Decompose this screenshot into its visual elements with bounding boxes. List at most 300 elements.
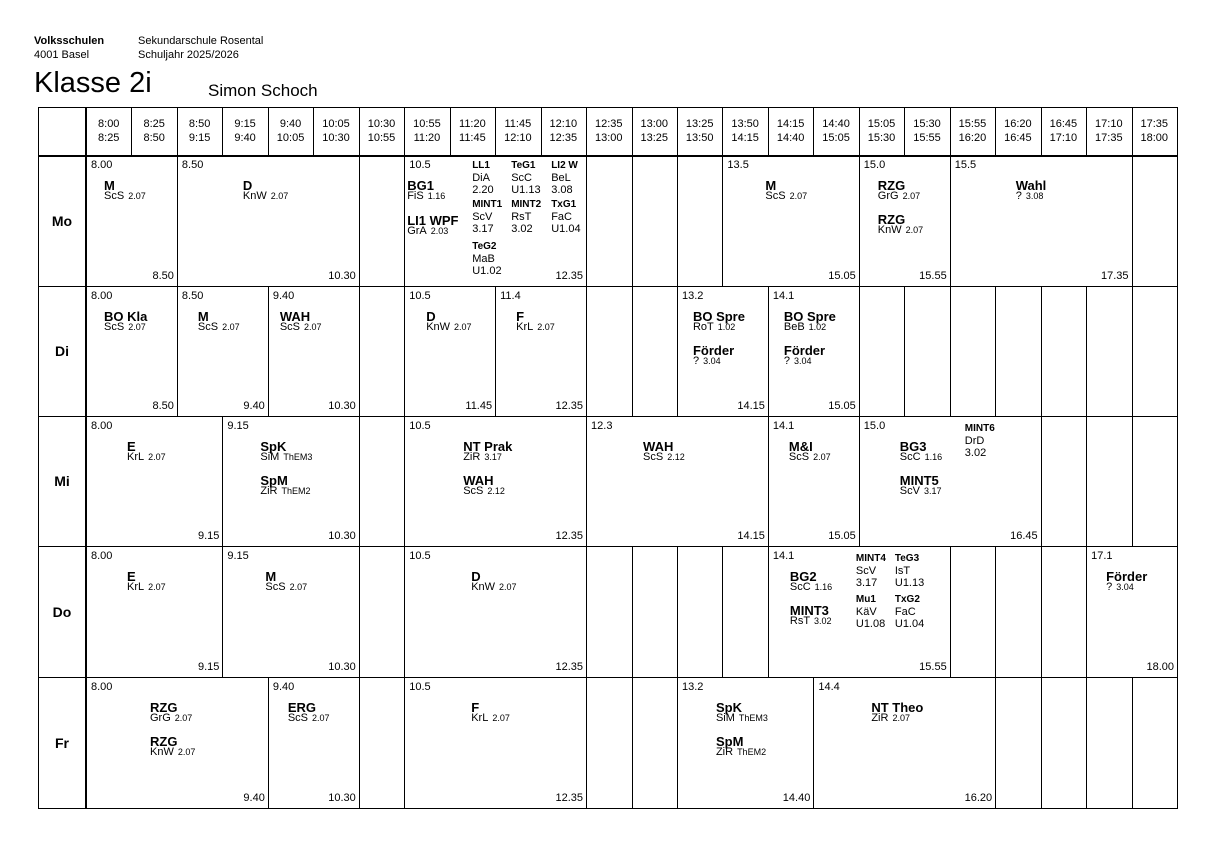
teacher-code: ScS [104,321,125,333]
lesson-detail: U1.02 [472,265,502,277]
lesson-subject: E [127,569,136,584]
lesson-block [86,677,268,808]
lesson-block [768,286,859,416]
lesson-detail: DiA [472,172,490,184]
lesson-end-time: 18.00 [1146,661,1174,673]
lesson-block [1086,546,1177,677]
room-code: 3.04 [794,356,812,366]
teacher-code: ScC [899,451,921,463]
lesson-teacher-room [878,225,923,236]
lesson-teacher-room [1106,582,1134,593]
lesson-teacher-room [716,747,766,758]
lesson-teacher-room [693,322,735,333]
teacher-code: ScS [765,190,786,202]
lesson-teacher-room [643,452,685,463]
room-code: 2.07 [492,713,510,723]
day-label: Do [52,603,72,620]
lesson-end-time: 12.35 [555,270,584,282]
lesson-start-time: 14.4 [818,681,840,693]
lesson-subject: WAH [279,309,311,324]
lesson-detail: TeG1 [511,160,536,171]
lesson-detail: 3.17 [472,223,494,235]
lesson-detail: TeG2 [472,241,497,252]
lesson-block [222,416,358,546]
time-slot-label: 13:00 13:25 [640,118,668,144]
cell-divider [995,546,996,677]
lesson-teacher-room [790,616,832,627]
lesson-detail: FaC [894,606,916,618]
lesson-end-time: 15.05 [828,530,856,542]
teacher-code: KrL [516,321,534,333]
teacher-code: GrA [407,225,427,237]
lesson-teacher-room [243,191,288,202]
lesson-teacher-room [127,452,166,463]
teacher-code: KrL [127,451,145,463]
cell-divider [1132,286,1133,416]
cell-divider [1132,155,1133,286]
lesson-start-time: 8.50 [181,290,204,302]
lesson-teacher-room [1016,191,1044,202]
lesson-teacher-room [693,356,721,367]
time-slot-label: 13:25 13:50 [685,118,714,144]
cell-divider [359,677,360,808]
lesson-subject: RZG [877,212,906,227]
room-code: 2.03 [430,226,449,236]
lesson-teacher-room [784,356,812,367]
lesson-block [404,546,586,677]
lesson-detail: IsT [894,565,911,577]
cell-divider [632,677,633,808]
room-code: 1.16 [427,191,446,201]
teacher-code: KnW [426,321,451,333]
room-code: 2.07 [289,582,308,592]
lesson-block [586,416,768,546]
room-code: 2.07 [222,322,240,332]
lesson-end-time: 16.20 [964,792,993,804]
lesson-teacher-room [104,322,146,333]
lesson-subject: WAH [463,473,494,488]
lesson-teacher-room [878,191,920,202]
time-slot-label: 8:25 8:50 [143,118,165,144]
lesson-detail: TxG2 [894,594,920,605]
lesson-block [86,155,177,286]
lesson-start-time: 9.40 [272,290,295,302]
teacher-code: ? [692,355,700,367]
lesson-subject: D [426,309,436,324]
room-code: 2.07 [454,322,472,332]
time-slot-label: 11:45 12:10 [504,118,532,144]
cell-divider [904,286,905,416]
time-slot-label: 11:20 11:45 [459,118,486,144]
lesson-start-time: 9.40 [272,681,295,693]
lesson-block [722,155,858,286]
room-code: 3.02 [814,616,832,626]
lesson-detail: LI2 W [551,160,578,171]
lesson-teacher-room [716,713,768,724]
lesson-block [177,155,359,286]
cell-divider [1041,677,1042,808]
cell-divider [1041,416,1042,546]
lesson-start-time: 15.0 [863,159,886,171]
time-slot-label: 9:15 9:40 [234,118,256,144]
lesson-detail: Mu1 [855,594,876,605]
lesson-start-time: 8.00 [91,550,113,562]
cell-divider [1086,286,1087,416]
lesson-end-time: 8.50 [152,270,174,282]
day-label: Mo [51,212,73,229]
lesson-detail: 2.20 [472,184,494,196]
cell-divider [1086,416,1087,546]
cell-divider [995,286,996,416]
lesson-detail: MINT6 [964,423,995,434]
teacher-code: ScS [287,712,309,724]
lesson-end-time: 15.05 [828,270,856,282]
time-slot-label: 14:40 15:05 [822,118,850,144]
time-slot-label: 15:05 15:30 [867,118,896,144]
lesson-start-time: 9.15 [227,550,249,562]
lesson-detail: ScC [511,172,532,184]
lesson-detail: U1.13 [894,577,925,589]
teacher-code: GrG [150,712,171,724]
cell-divider [677,546,678,677]
lesson-detail: U1.04 [894,618,925,630]
room-code: 2.07 [312,713,330,723]
lesson-block [222,546,358,677]
cell-divider [950,286,951,416]
lesson-subject: NT Theo [871,700,924,715]
lesson-subject: RZG [150,700,178,715]
lesson-subject: M [197,309,209,324]
lesson-teacher-room [463,486,505,497]
lesson-subject: BG1 [407,178,434,193]
lesson-block [404,155,586,286]
cell-divider [1086,677,1087,808]
lesson-teacher-room [260,486,310,497]
lesson-detail: BeL [551,172,571,184]
lesson-block [86,546,222,677]
lesson-detail: MINT1 [472,199,503,210]
cell-divider [586,677,587,808]
time-slot-label: 10:30 10:55 [367,118,396,144]
lesson-teacher-room [265,582,307,593]
teacher-code: ScC [789,581,811,593]
room-code: 2.07 [304,322,322,332]
lesson-end-time: 9.15 [197,530,220,542]
cell-divider [586,286,587,416]
lesson-detail: U1.08 [855,618,886,630]
teacher-code: ScS [197,321,219,333]
lesson-block [86,416,222,546]
lesson-subject: Förder [783,343,826,358]
teacher-code: ZiR [715,746,734,758]
lesson-subject: MINT3 [789,603,829,618]
lesson-end-time: 16.45 [1010,530,1038,542]
lesson-start-time: 13.5 [727,159,749,171]
lesson-detail: U1.04 [551,223,581,235]
school-unit: Sekundarschule Rosental [138,35,264,47]
lesson-teacher-room [150,713,192,724]
lesson-end-time: 12.35 [555,400,584,412]
room-code: 2.07 [148,582,166,592]
lesson-subject: NT Prak [463,439,513,454]
teacher-code: SiM [715,712,735,724]
lesson-start-time: 13.2 [681,290,704,302]
teacher-code: KnW [877,224,902,236]
lesson-subject: MINT5 [899,473,939,488]
teacher-code: ? [783,355,790,367]
cell-divider [586,155,587,286]
lesson-start-time: 12.3 [591,420,613,432]
lesson-block [677,677,813,808]
room-code: 2.07 [128,191,146,201]
lesson-subject: F [471,700,480,715]
room-code: ThEM2 [281,486,311,496]
lesson-teacher-room [407,191,445,202]
cell-divider [1041,286,1042,416]
lesson-subject: M [104,178,115,193]
teacher-code: SiM [260,451,280,463]
grid-border [38,808,1177,809]
time-slot-label: 13:50 14:15 [731,118,759,144]
cell-divider [586,546,587,677]
lesson-start-time: 10.5 [409,420,431,432]
lesson-teacher-room [765,191,807,202]
lesson-start-time: 17.1 [1091,550,1113,562]
cell-divider [632,546,633,677]
lesson-start-time: 10.5 [409,290,431,302]
lesson-end-time: 14.40 [782,792,811,804]
teacher-code: ZiR [463,451,481,463]
cell-divider [859,286,860,416]
lesson-subject: M [265,569,277,584]
lesson-end-time: 15.05 [828,400,856,412]
room-code: 2.07 [537,322,555,332]
lesson-detail: ScV [855,565,877,577]
lesson-end-time: 15.55 [919,270,947,282]
school-name: Volksschulen [34,35,105,47]
lesson-block [768,416,859,546]
lesson-block [950,155,1132,286]
lesson-subject: BG3 [899,439,927,454]
room-code: 2.07 [128,322,146,332]
lesson-block [404,286,495,416]
lesson-subject: Förder [1106,569,1148,584]
room-code: 3.04 [1116,582,1134,592]
lesson-detail: ScV [472,211,493,223]
lesson-teacher-room [784,322,826,333]
lesson-detail: MaB [472,253,495,265]
teacher-code: ScS [104,190,125,202]
teacher-code: ZiR [260,485,278,497]
lesson-start-time: 13.2 [681,681,704,693]
lesson-detail: TxG1 [551,199,577,210]
lesson-teacher-room [407,226,448,237]
lesson-subject: F [516,309,525,324]
lesson-detail: MINT4 [855,553,886,564]
teacher-code: ScS [463,485,484,497]
teacher-code: ScS [643,451,664,463]
lesson-end-time: 8.50 [152,400,174,412]
lesson-teacher-room [463,452,502,463]
lesson-start-time: 8.00 [91,290,113,302]
lesson-block [813,677,995,808]
lesson-block [677,286,768,416]
lesson-block [859,416,1041,546]
lesson-teacher-room [471,713,510,724]
lesson-subject: D [471,569,481,584]
room-code: 2.07 [902,191,921,201]
room-code: 2.07 [499,582,517,592]
time-slot-label: 16:20 16:45 [1004,118,1032,144]
lesson-teacher-room [104,191,146,202]
lesson-detail: RsT [511,211,532,223]
teacher-code: ? [1106,581,1113,593]
lesson-end-time: 12.35 [555,530,584,542]
lesson-start-time: 14.1 [772,420,795,432]
teacher-code: BeB [783,321,805,333]
lesson-subject: BO Spre [783,309,836,324]
grid-border [1177,107,1178,809]
cell-divider [1132,677,1133,808]
cell-divider [1041,546,1042,677]
lesson-end-time: 10.30 [328,661,356,673]
lesson-block [404,677,586,808]
lesson-teacher-room [871,713,910,724]
lesson-subject: SpM [715,734,744,749]
school-city: 4001 Basel [34,49,90,61]
lesson-subject: M [765,178,777,193]
time-slot-label: 8:50 9:15 [188,118,211,144]
lesson-subject: Förder [692,343,735,358]
lesson-start-time: 11.4 [500,290,521,302]
lesson-detail: 3.08 [551,184,573,196]
time-slot-label: 17:10 17:35 [1095,118,1123,144]
lesson-subject: WAH [643,439,674,454]
time-slot-label: 15:30 15:55 [913,118,941,144]
time-slot-label: 15:55 16:20 [958,118,987,144]
room-code: 1.16 [924,452,943,462]
lesson-end-time: 11.45 [465,400,493,412]
lesson-teacher-room [288,713,330,724]
room-code: 1.02 [717,322,736,332]
lesson-end-time: 17.35 [1101,270,1129,282]
lesson-start-time: 8.00 [91,159,113,171]
lesson-start-time: 8.00 [91,420,113,432]
lesson-end-time: 12.35 [555,792,584,804]
lesson-end-time: 10.30 [328,530,356,542]
day-label: Fr [55,734,69,751]
lesson-block [268,677,359,808]
room-code: 3.04 [703,356,721,366]
lesson-detail: 3.17 [855,577,878,589]
teacher-code: ScS [265,581,286,593]
room-code: 1.16 [814,582,833,592]
lesson-subject: Wahl [1015,178,1047,193]
lesson-subject: SpK [715,700,742,715]
lesson-detail: 3.02 [964,447,987,459]
lesson-detail: MINT2 [511,199,542,210]
lesson-block [86,286,177,416]
cell-divider [632,155,633,286]
lesson-subject: BO Spre [692,309,745,324]
lesson-end-time: 10.30 [328,270,356,282]
lesson-teacher-room [260,452,312,463]
teacher-code: ScS [788,451,810,463]
lesson-start-time: 14.1 [772,290,795,302]
teacher-code: KrL [127,581,145,593]
cell-divider [995,677,996,808]
lesson-block [495,286,586,416]
room-code: 2.07 [905,225,924,235]
cell-divider [632,286,633,416]
lesson-teacher-room [516,322,555,333]
teacher-code: RsT [789,615,811,627]
room-code: ThEM3 [283,452,313,462]
lesson-subject: M&I [788,439,813,454]
cell-divider [359,546,360,677]
lesson-start-time: 8.50 [181,159,204,171]
room-code: 2.12 [667,452,685,462]
lesson-teacher-room [900,452,942,463]
lesson-subject: BG2 [789,569,817,584]
lesson-start-time: 8.00 [91,681,113,693]
teacher-code: KrL [471,712,489,724]
room-code: 2.07 [174,713,193,723]
lesson-detail: DrD [964,435,985,447]
room-code: 3.08 [1025,191,1044,201]
lesson-teacher-room [471,582,516,593]
teacher-name: Simon Schoch [208,81,318,100]
lesson-detail: LL1 [472,160,490,171]
day-label: Mi [54,473,70,489]
grid-border [38,107,1177,108]
time-slot-label: 14:15 14:40 [776,118,805,144]
lesson-detail: FaC [551,211,572,223]
cell-divider [359,286,360,416]
room-code: 3.17 [923,486,942,496]
teacher-code: GrG [877,190,899,202]
day-label: Di [55,343,69,359]
lesson-teacher-room [789,452,831,463]
lesson-teacher-room [127,582,166,593]
lesson-subject: ERG [287,700,316,715]
teacher-code: FiS [407,190,424,202]
lesson-detail: 3.02 [511,223,533,235]
lesson-end-time: 14.15 [737,530,765,542]
lesson-detail: KäV [855,606,877,618]
time-slot-label: 17:35 18:00 [1140,118,1169,144]
lesson-subject: SpM [260,473,288,488]
lesson-block [768,546,950,677]
cell-divider [359,416,360,546]
lesson-start-time: 14.1 [772,550,795,562]
lesson-end-time: 9.40 [243,400,265,412]
room-code: 2.07 [892,713,910,723]
lesson-subject: BO Kla [104,309,148,324]
teacher-code: ZiR [871,712,889,724]
page-title: Klasse 2i [34,67,152,99]
lesson-subject: LI1 WPF [407,213,459,228]
lesson-start-time: 15.5 [954,159,977,171]
time-slot-label: 12:10 12:35 [549,118,578,144]
time-slot-label: 10:55 11:20 [413,118,441,144]
lesson-start-time: 10.5 [409,681,431,693]
room-code: 2.07 [270,191,289,201]
cell-divider [1132,416,1133,546]
lesson-block [859,155,950,286]
lesson-teacher-room [198,322,240,333]
lesson-block [404,416,586,546]
